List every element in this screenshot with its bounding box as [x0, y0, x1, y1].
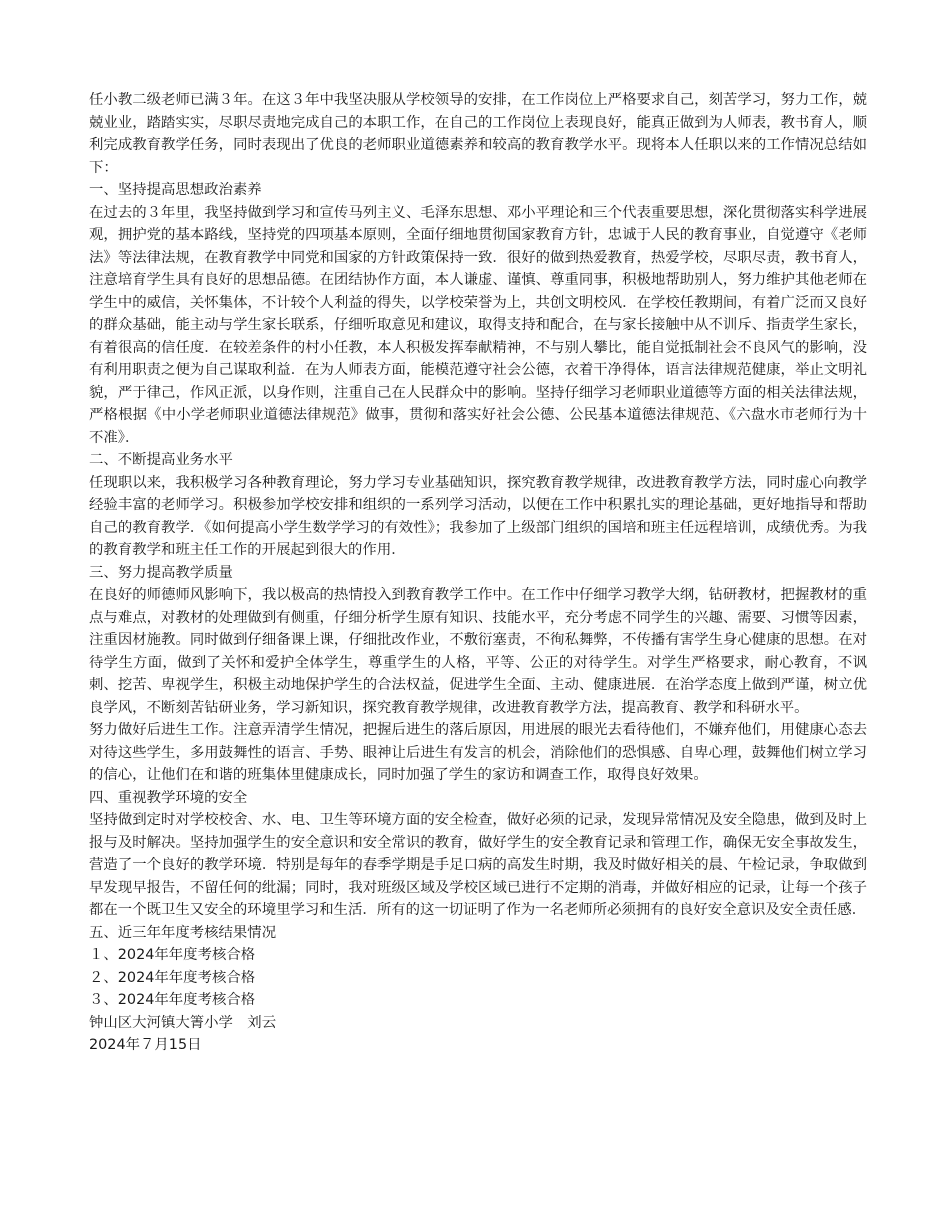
assessment-item: ２、2024年年度考核合格: [89, 969, 256, 986]
section-3-heading: 三、努力提高教学质量: [89, 564, 233, 581]
section-2-body: 任现职以来，我积极学习各种教育理论，努力学习专业基础知识，探究教育教学规律，改进教育教学方法，同时虚心向教学经验丰富的老师学习。积极参加学校安排和组织的一系列学习活动，以便在工作中积累扎实的理论基础，更好地指导和帮助自己的教育教学．《如何提高小学生数学学习的有效性》；我参加了上级部门组织的国培和班主任远程培训，成绩优秀。为我的教育教学和班主任工作的开展起到很大的作用．: [89, 474, 867, 558]
assessment-item: １、2024年年度考核合格: [89, 947, 256, 963]
section-3-body-1: 在良好的师德师风影响下，我以极高的热情投入到教育教学工作中。在工作中仔细学习教学大纲，钻研教材，把握教材的重点与难点，对教材的处理做到有侧重，仔细分析学生原有知识、技能水平，充分考虑不同学生的兴趣、需要、习惯等因素，注重因材施教。同时做到仔细备课上课，仔细批改作业，不敷衍塞责，不徇私舞弊，不传播有害学生身心健康的思想。在对待学生方面，做到了关怀和爱护全体学生，尊重学生的人格，平等、公正的对待学生。对学生严格要求，耐心教育，不讽刺、挖苦、卑视学生，积极主动地保护学生的合法权益，促进学生全面、主动、健康进展．在治学态度上做到严谨，树立优良学风，不断刻苦钻研业务，学习新知识，探究教育教学规律，改进教育教学方法，提高教育、教学和科研水平。: [89, 587, 867, 716]
section-5-heading: 五、近三年年度考核结果情况: [89, 924, 277, 941]
assessment-item: ３、2024年年度考核合格: [89, 992, 256, 1008]
section-1-body: 在过去的３年里，我坚持做到学习和宣传马列主义、毛泽东思想、邓小平理论和三个代表重要思想，深化贯彻落实科学进展观，拥护党的基本路线，坚持党的四项基本原则，全面仔细地贯彻国家教育方针，忠诚于人民的教育事业，自觉遵守《老师法》等法律法规，在教育教学中同党和国家的方针政策保持一致．很好的做到热爱教育，热爱学校，尽职尽责，教书育人，注意培育学生具有良好的思想品德。在团结协作方面，本人谦虚、谨慎、尊重同事，积极地帮助别人，努力维护其他老师在学生中的威信，关怀集体，不计较个人利益的得失，以学校荣誉为上，共创文明校风．在学校任教期间，有着广泛而又良好的群众基础，能主动与学生家长联系，仔细听取意见和建议，取得支持和配合，在与家长接触中从不训斥、指责学生家长，有着很高的信任度．在较差条件的村小任教，本人积极发挥奉献精神，不与别人攀比，能自觉抵制社会不良风气的影响，没有利用职责之便为自己谋取利益．在为人师表方面，能模范遵守社会公德，衣着干净得体，语言法律规范健康，举止文明礼貌，严于律己，作风正派，以身作则，注重自己在人民群众中的影响。坚持仔细学习老师职业道德等方面的相关法律法规，严格根据《中小学老师职业道德法律规范》做事，贯彻和落实好社会公德、公民基本道德法律规范、《六盘水市老师行为十不准》．: [89, 204, 867, 446]
signature: 钟山区大河镇大箐小学 刘云: [89, 1014, 277, 1031]
section-1-heading: 一、坚持提高思想政治素养: [89, 182, 262, 198]
section-4-body: 坚持做到定时对学校校舍、水、电、卫生等环境方面的安全检查，做好必须的记录，发现异常情况及安全隐患，做到及时上报与及时解决。坚持加强学生的安全意识和安全常识的教育，做好学生的安全教育记录和管理工作，确保无安全事故发生，营造了一个良好的教学环境．特别是每年的春季学期是手足口病的高发生时期，我及时做好相关的晨、午检记录，争取做到早发现早报告，不留任何的纰漏；同时，我对班级区域及学校区域已进行不定期的消毒，并做好相应的记录，让每一个孩子都在一个既卫生又安全的环境里学习和生活．所有的这一切证明了作为一名老师所必须拥有的良好安全意识及安全责任感．: [89, 812, 867, 918]
section-4-heading: 四、重视教学环境的安全: [89, 789, 248, 806]
intro-paragraph: 任小教二级老师已满３年。在这３年中我坚决服从学校领导的安排，在工作岗位上严格要求自己，刻苦学习，努力工作，兢兢业业，踏踏实实，尽职尽责地完成自己的本职工作，在自己的工作岗位上表现良好，能真正做到为人师表，教书育人，顺利完成教育教学任务，同时表现出了优良的老师职业道德素养和较高的教育教学水平。现将本人任职以来的工作情况总结如下：: [89, 92, 867, 176]
section-2-heading: 二、不断提高业务水平: [89, 452, 233, 468]
section-3-body-2: 努力做好后进生工作。注意弄清学生情况，把握后进生的落后原因，用进展的眼光去看待他们，不嫌弃他们，用健康心态去对待这些学生，多用鼓舞性的语言、手势、眼神让后进生有发言的机会，消除他们的恐惧感、自卑心理，鼓舞他们树立学习的信心，让他们在和谐的班集体里健康成长，同时加强了学生的家访和调查工作，取得良好效果。: [89, 722, 867, 783]
document-page: [89, 89, 867, 1057]
document-date: 2024年７月15日: [89, 1037, 202, 1053]
